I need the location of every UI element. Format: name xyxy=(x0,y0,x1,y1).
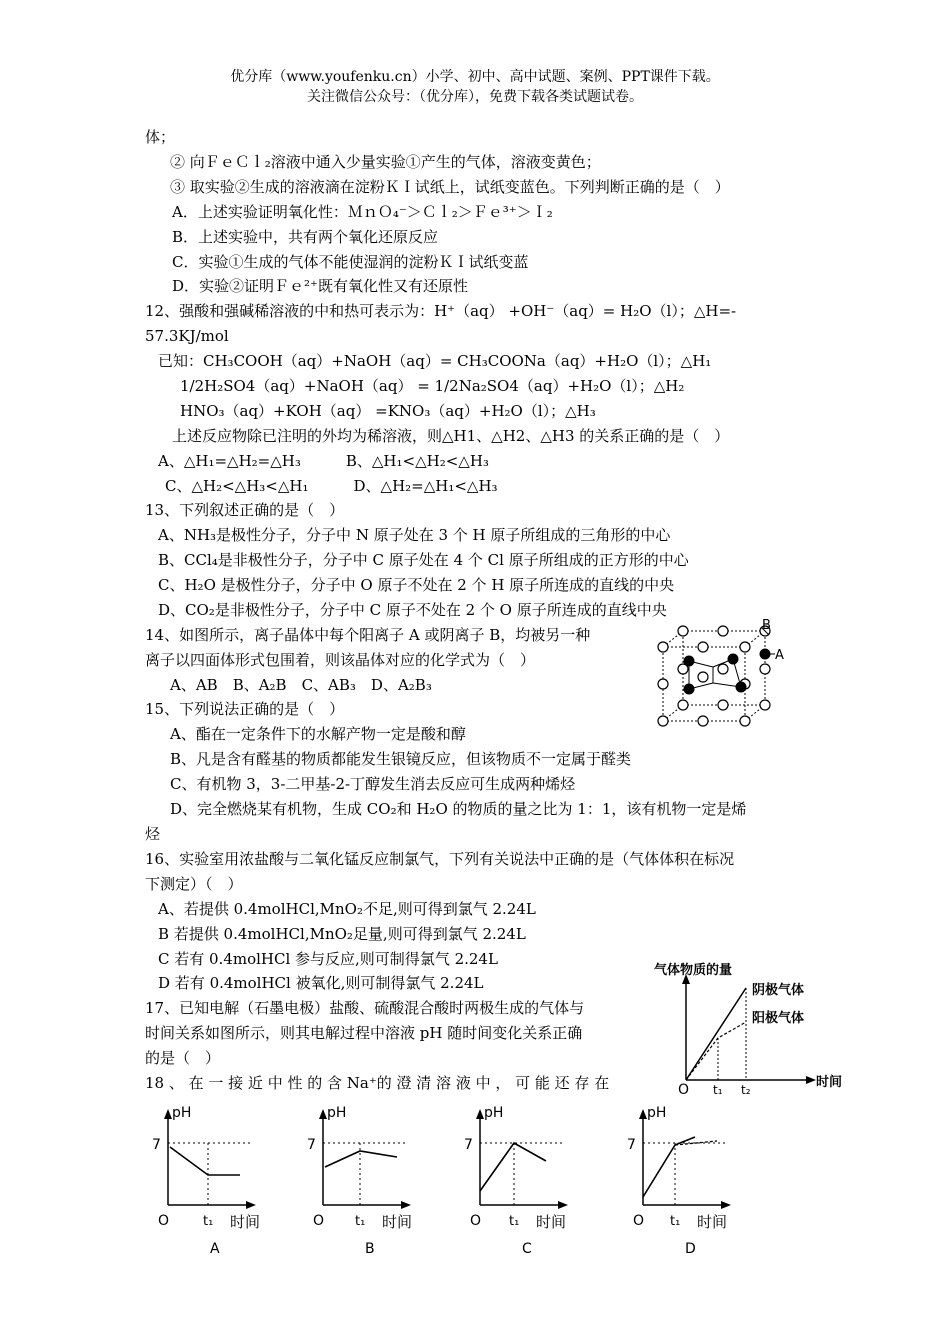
ph-xlabel: 时间 xyxy=(230,1213,261,1231)
ph-ylabel: pH xyxy=(647,1105,667,1121)
q16-option-a: A、若提供 0.4molHCl,MnO₂不足,则可得到氯气 2.24L xyxy=(158,900,536,918)
ph-graph-label: D xyxy=(685,1241,696,1255)
ph-graph-d xyxy=(625,1105,775,1255)
label-b: B xyxy=(762,618,771,633)
anion-b xyxy=(698,642,708,652)
gas-ylabel: 气体物质的量 xyxy=(654,963,733,978)
site-header-line1: 优分库（www.youfenku.cn）小学、初中、高中试题、案例、PPT课件下载。 xyxy=(230,69,720,85)
cation-a xyxy=(684,684,695,695)
ph-origin: O xyxy=(158,1213,170,1229)
q12-known-1: 已知：CH₃COOH（aq）+NaOH（aq）= CH₃COONa（aq）+H₂O（l）；△H₁ xyxy=(158,352,712,370)
anion-b xyxy=(718,700,728,710)
q15-option-c: C、有机物 3，3-二甲基-2-丁醇发生消去反应可生成两种烯烃 xyxy=(170,775,576,793)
q11-step3: ③ 取实验②生成的溶液滴在淀粉ＫＩ试纸上，试纸变蓝色。下列判断正确的是（ ） xyxy=(170,178,730,196)
ph-seven: 7 xyxy=(464,1137,473,1153)
ph-xlabel: 时间 xyxy=(697,1213,728,1231)
ph-origin: O xyxy=(470,1213,482,1229)
crystal-lattice-figure xyxy=(655,617,795,727)
ph-seven: 7 xyxy=(307,1137,316,1153)
ph-curve-b xyxy=(325,1151,397,1167)
cation-a xyxy=(736,682,747,693)
site-header-line2: 关注微信公众号：（优分库），免费下载各类试题试卷。 xyxy=(307,89,643,105)
anion-b xyxy=(698,716,708,726)
cation-a xyxy=(684,656,695,667)
q13-option-b: B、CCl₄是非极性分子，分子中 C 原子处在 4 个 Cl 原子所组成的正方形的中心 xyxy=(158,551,689,569)
q13-option-d: D、CO₂是非极性分子，分子中 C 原子不处在 2 个 O 原子所连成的直线中央 xyxy=(158,601,667,619)
anion-b xyxy=(678,700,688,710)
q16-option-c: C 若有 0.4molHCl 参与反应,则可制得氯气 2.24L xyxy=(158,950,498,968)
q12-known-2: 1/2H₂SO4（aq）+NaOH（aq） = 1/2Na₂SO4（aq）+H₂O（l）；△H₂ xyxy=(180,377,685,395)
q17-stem-line2: 时间关系如图所示，则其电解过程中溶液 pH 随时间变化关系正确 xyxy=(145,1024,583,1042)
q13-option-c: C、H₂O 是极性分子，分子中 O 原子不处在 2 个 H 原子所连成的直线的中央 xyxy=(158,576,675,594)
ph-graph-label: C xyxy=(522,1241,532,1255)
q16-stem-line1: 16、实验室用浓盐酸与二氧化锰反应制氯气，下列有关说法中正确的是（气体体积在标况 xyxy=(145,850,735,868)
q11-continuation: 体； xyxy=(145,128,176,146)
ph-ylabel: pH xyxy=(327,1105,347,1121)
q13-option-a: A、NH₃是极性分子，分子中 N 原子处在 3 个 H 原子所组成的三角形的中心 xyxy=(158,526,671,544)
q11-option-c: C．实验①生成的气体不能使湿润的淀粉ＫＩ试纸变蓝 xyxy=(172,253,529,271)
q18-stem: 18 、 在 一 接 近 中 性 的 含 Na⁺的 澄 清 溶 液 中 ， 可 能 还 存 在 xyxy=(145,1074,610,1092)
cathode-label: 阴极气体 xyxy=(752,983,805,998)
label-a: A xyxy=(775,648,784,663)
ph-graph-label: B xyxy=(365,1241,375,1255)
q15-stem: 15、下列说法正确的是（ ） xyxy=(145,700,345,718)
anion-b xyxy=(658,716,668,726)
q12-stem-line1: 12、强酸和强碱稀溶液的中和热可表示为：H⁺（aq） +OH⁻（aq）= H₂O（l）；△H=- xyxy=(145,302,737,320)
q15-option-d-line1: D、完全燃烧某有机物，生成 CO₂和 H₂O 的物质的量之比为 1：1，该有机物一定是烯 xyxy=(170,800,747,818)
ph-ylabel: pH xyxy=(484,1105,504,1121)
anion-b xyxy=(740,716,750,726)
ph-graph-c xyxy=(462,1105,612,1255)
ph-curve-c xyxy=(480,1143,546,1191)
q14-stem-line1: 14、如图所示，离子晶体中每个阳离子 A 或阴离子 B，均被另一种 xyxy=(145,626,591,644)
q12-stem-line2: 57.3KJ/mol xyxy=(145,327,229,345)
gas-origin: O xyxy=(678,1082,690,1095)
q16-stem-line2: 下测定）（ ） xyxy=(145,875,243,893)
q11-step2: ② 向ＦｅＣｌ₂溶液中通入少量实验①产生的气体，溶液变黄色； xyxy=(170,153,601,171)
ph-graph-a xyxy=(150,1105,300,1255)
gas-time-graph xyxy=(650,960,850,1095)
q17-stem-line1: 17、已知电解（石墨电极）盐酸、硫酸混合酸时两极生成的气体与 xyxy=(145,999,585,1017)
anode-label: 阳极气体 xyxy=(752,1011,805,1026)
q16-option-b: B 若提供 0.4molHCl,MnO₂足量,则可得到氯气 2.24L xyxy=(158,925,526,943)
q12-options-cd: C、△H₂<△H₃<△H₁ D、△H₂=△H₁<△H₃ xyxy=(165,477,498,495)
ph-t1: t₁ xyxy=(355,1214,366,1229)
ph-curve-a xyxy=(170,1147,240,1175)
ph-curve-d xyxy=(643,1137,695,1197)
anion-b xyxy=(658,679,668,689)
q12-options-ab: A、△H₁=△H₂=△H₃ B、△H₁<△H₂<△H₃ xyxy=(158,452,489,470)
anion-b xyxy=(760,700,770,710)
gas-t2: t₂ xyxy=(741,1083,751,1095)
q16-option-d: D 若有 0.4molHCl 被氧化,则可制得氯气 2.24L xyxy=(158,974,484,992)
q15-option-d-line2: 烃 xyxy=(145,825,161,843)
q11-option-a: A．上述实验证明氧化性：ＭｎＯ₄⁻＞Ｃｌ₂＞Ｆｅ³⁺＞Ｉ₂ xyxy=(172,203,553,221)
ph-graph-b xyxy=(305,1105,455,1255)
ph-seven: 7 xyxy=(627,1137,636,1153)
gas-xlabel: 时间 xyxy=(816,1075,843,1090)
ph-xlabel: 时间 xyxy=(382,1213,413,1231)
ph-t1: t₁ xyxy=(509,1214,520,1229)
anion-b xyxy=(718,664,728,674)
ph-t1: t₁ xyxy=(203,1214,214,1229)
cathode-line xyxy=(686,988,746,1080)
q15-option-b: B、凡是含有醛基的物质都能发生银镜反应，但该物质不一定属于醛类 xyxy=(170,750,632,768)
q17-stem-line3: 的是（ ） xyxy=(145,1049,221,1067)
ph-origin: O xyxy=(633,1213,645,1229)
ph-graph-label: A xyxy=(210,1241,220,1255)
q14-options: A、AB B、A₂B C、AB₃ D、A₂B₃ xyxy=(170,676,432,694)
ph-ylabel: pH xyxy=(172,1105,192,1121)
ph-xlabel: 时间 xyxy=(536,1213,567,1231)
anion-b xyxy=(740,642,750,652)
ph-t1: t₁ xyxy=(670,1214,681,1229)
q12-question: 上述反应物除已注明的外均为稀溶液，则△H1、△H2、△H3 的关系正确的是（ ） xyxy=(172,427,730,445)
q15-option-a: A、酯在一定条件下的水解产物一定是酸和醇 xyxy=(170,725,466,743)
anion-b xyxy=(678,626,688,636)
ph-seven: 7 xyxy=(152,1137,161,1153)
anion-b xyxy=(698,672,708,682)
gas-t1: t₁ xyxy=(713,1083,723,1095)
anion-b xyxy=(718,626,728,636)
cation-a xyxy=(728,654,739,665)
anion-b xyxy=(658,642,668,652)
ph-origin: O xyxy=(313,1213,325,1229)
q14-stem-line2: 离子以四面体形式包围着，则该晶体对应的化学式为（ ） xyxy=(145,651,536,669)
q11-option-b: B．上述实验中，共有两个氧化还原反应 xyxy=(172,228,439,246)
q12-known-3: HNO₃（aq）+KOH（aq） =KNO₃（aq）+H₂O（l）；△H₃ xyxy=(180,402,596,420)
q13-stem: 13、下列叙述正确的是（ ） xyxy=(145,501,345,519)
anion-b xyxy=(760,664,770,674)
anode-line xyxy=(686,1022,746,1080)
q11-option-d: D．实验②证明Ｆｅ²⁺既有氧化性又有还原性 xyxy=(172,277,468,295)
cation-a xyxy=(760,649,771,660)
